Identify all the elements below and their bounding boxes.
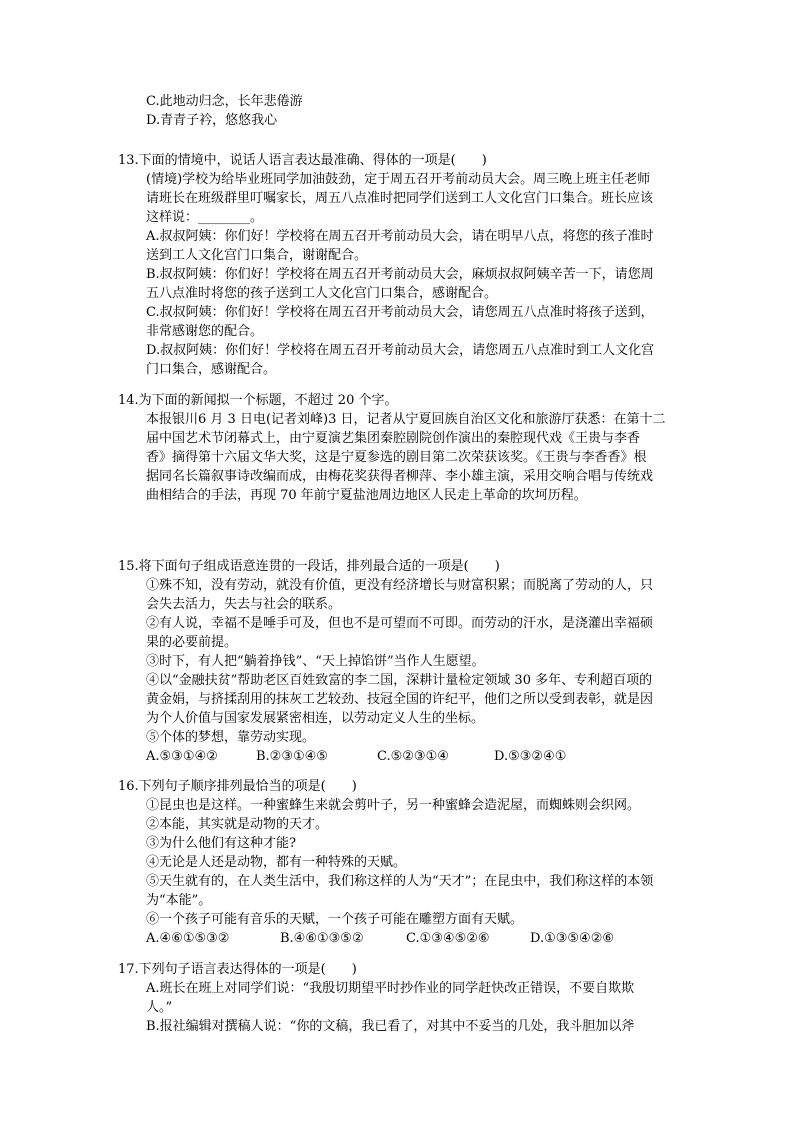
q15-item: ①殊不知，没有劳动，就没有价值，更没有经济增长与财富积累；而脱离了劳动的人，只: [146, 578, 654, 593]
q15-item: 黄金娟，与挤揉刮用的抹灰工艺较劲、技冠全国的许纪平，他们之所以受到表彰，就是因: [146, 692, 654, 707]
q13-option-b: B.叔叔阿姨：你们好！学校将在周五召开考前动员大会，麻烦叔叔阿姨辛苦一下，请您周: [146, 267, 654, 282]
q15-item: ⑤个体的梦想，靠劳动实现。: [146, 730, 316, 745]
q16-item: 为“本能”。: [146, 893, 212, 908]
q13-stem: 13.下面的情境中，说话人语言表达最准确、得体的一项是( ): [118, 153, 487, 168]
q15-option-b: B.②③①④⑤: [256, 749, 328, 764]
question-15: [118, 557, 678, 766]
q13-option-a-cont: 送到工人文化宫门口集合，谢谢配合。: [146, 248, 368, 263]
q16-options: [146, 929, 678, 948]
question-12-tail: [118, 92, 678, 130]
q15-item: ③时下，有人把“躺着挣钱”、“天上掉馅饼”当作人生愿望。: [146, 654, 485, 669]
q14-passage-line: 据同名长篇叙事诗改编而成，由梅花奖获得者柳萍、李小雄主演，采用交响合唱与传统戏: [146, 469, 654, 484]
q13-option-a: A.叔叔阿姨：你们好！学校将在周五召开考前动员大会，请在明早八点，将您的孩子准时: [146, 229, 654, 244]
q13-option-d: D.叔叔阿姨：你们好！学校将在周五召开考前动员大会，请您周五八点准时到工人文化宫: [146, 343, 655, 358]
q16-item: ①昆虫也是这样。一种蜜蜂生来就会剪叶子，另一种蜜蜂会造泥屋，而蜘蛛则会织网。: [146, 798, 641, 813]
q15-item: ④以“金融扶贫”帮助老区百姓致富的李二国，深耕计量检定领域 30 多年、专利超百项的: [146, 673, 653, 688]
q16-option-d: D.①③⑤④②⑥: [530, 931, 615, 946]
q13-option-d-cont: 门口集合，感谢配合。: [146, 362, 277, 377]
q13-option-c-cont: 非常感谢您的配合。: [146, 324, 264, 339]
q17-option-b: B.报社编辑对撰稿人说：“你的文稿，我已看了，对其中不妥当的几处，我斗胆加以斧: [146, 1019, 635, 1034]
question-16: [118, 777, 678, 948]
q14-stem: 14.为下面的新闻拟一个标题，不超过 20 个字。: [118, 393, 398, 408]
q16-item: ⑤天生就有的，在人类生活中，我们称这样的人为“天才”；在昆虫中，我们称这样的本领: [146, 874, 654, 889]
q16-option-c: C.①③④⑤②⑥: [406, 931, 490, 946]
q15-stem: 15.将下面句子组成语意连贯的一段话，排列最合适的一项是( ): [118, 559, 500, 574]
q13-option-c: C.叔叔阿姨：你们好！学校将在周五召开考前动员大会，请您周五八点准时将孩子送到，: [146, 305, 654, 320]
q15-option-a: A.⑤③①④②: [146, 749, 218, 764]
q16-option-a: A.④⑥①⑤③②: [146, 931, 230, 946]
q15-option-d: D.⑤③②④①: [494, 749, 567, 764]
q15-item: 会失去活力，失去与社会的联系。: [146, 597, 342, 612]
q15-item: ②有人说，幸福不是唾手可及，但也不是可望而不可即。而劳动的汗水，是浇灌出幸福硕: [146, 616, 654, 631]
q16-stem: 16.下列句子顺序排列最恰当的项是( ): [118, 779, 357, 794]
q17-stem: 17.下列句子语言表达得体的一项是( ): [118, 962, 357, 977]
q12-option-c: C.此地动归念，长年悲倦游: [146, 94, 303, 109]
q16-item: ⑥一个孩子可能有音乐的天赋，一个孩子可能在雕塑方面有天赋。: [146, 912, 524, 927]
q13-context-line: 请班长在班级群里叮嘱家长，周五八点准时把同学们送到工人文化宫门口集合。班长应该: [146, 191, 654, 206]
q13-option-b-cont: 五八点准时将您的孩子送到工人文化宫门口集合，感谢配合。: [146, 286, 498, 301]
q16-item: ②本能，其实就是动物的天才。: [146, 817, 329, 832]
q16-item: ③为什么他们有这种才能?: [146, 836, 296, 851]
question-17: [118, 960, 678, 1036]
q14-passage-line: 香》摘得第十六届文华大奖，这是宁夏参选的剧目第二次荣获该奖。《王贵与李香香》根: [146, 450, 647, 465]
question-14: [118, 391, 678, 505]
q15-item: 果的必要前提。: [146, 635, 238, 650]
q14-passage-line: 届中国艺术节闭幕式上，由宁夏演艺集团秦腔剧院创作演出的秦腔现代戏《王贵与李香: [146, 431, 641, 446]
q14-passage-line: 本报银川6 月 3 日电(记者刘峰)3 日，记者从宁夏回族自治区文化和旅游厅获悉：在第十二: [146, 412, 666, 427]
q16-item: ④无论是人还是动物，都有一种特殊的天赋。: [146, 855, 407, 870]
q14-passage-line: 曲相结合的手法，再现 70 年前宁夏盐池周边地区人民走上革命的坎坷历程。: [146, 488, 587, 503]
question-13: [118, 151, 678, 379]
q17-option-a-cont: 人。”: [146, 1000, 173, 1015]
q17-option-a: A.班长在班上对同学们说：“我殷切期望平时抄作业的同学赶快改正错误，不要自欺欺: [146, 981, 635, 996]
q13-context-line: 这样说：________。: [146, 210, 264, 225]
q13-context-line: (情境)学校为给毕业班同学加油鼓劲，定于周五召开考前动员大会。周三晚上班主任老师: [146, 172, 651, 187]
q16-option-b: B.④⑥①③⑤②: [280, 931, 364, 946]
q12-option-d: D.青青子衿，悠悠我心: [146, 113, 278, 128]
q15-item: 为个人价值与国家发展紧密相连，以劳动定义人生的坐标。: [146, 711, 485, 726]
q15-option-c: C.⑤②③①④: [377, 749, 449, 764]
q15-options: [146, 747, 678, 766]
